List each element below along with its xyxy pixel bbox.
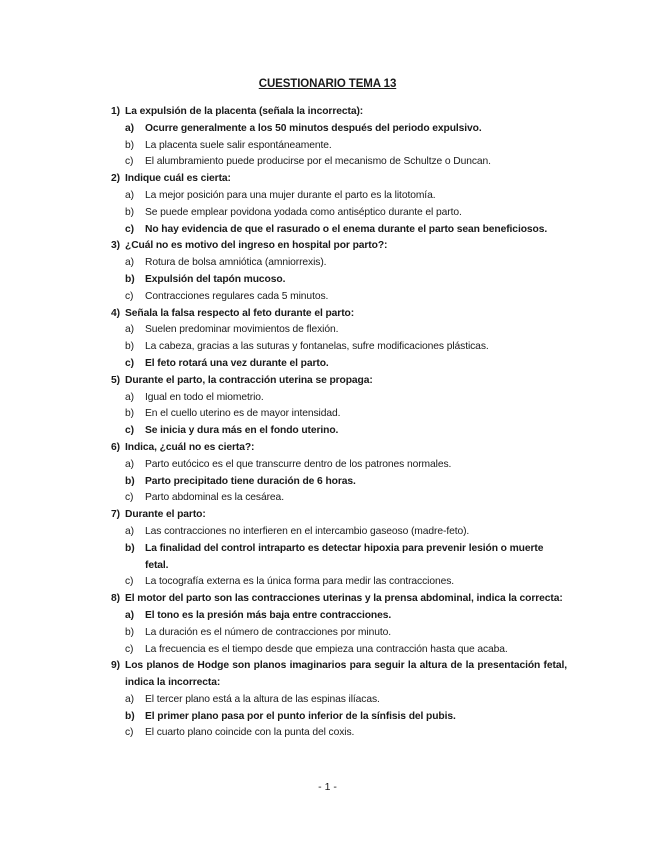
question-text: Durante el parto, la contracción uterina se propaga: — [125, 374, 373, 386]
question-number: 3) — [111, 240, 120, 252]
question-row — [102, 591, 567, 608]
answer-option — [102, 154, 567, 171]
question-text: Indique cuál es cierta: — [125, 173, 231, 185]
question-row — [102, 440, 567, 457]
answer-option — [102, 608, 567, 625]
option-text: Ocurre generalmente a los 50 minutos después del periodo expulsivo. — [145, 122, 482, 134]
question-item — [102, 238, 567, 305]
answer-option — [102, 289, 567, 306]
answer-option — [102, 255, 567, 272]
option-letter: c) — [125, 290, 134, 302]
question-row — [102, 507, 567, 524]
option-text: Rotura de bolsa amniótica (amniorrexis). — [145, 257, 327, 269]
question-text: Los planos de Hodge son planos imaginarios para seguir la altura de la presentación fetal, indica la incorrecta: — [125, 660, 567, 689]
option-letter: a) — [125, 458, 134, 470]
question-item — [102, 591, 567, 658]
option-text: La finalidad del control intraparto es detectar hipoxia para prevenir lesión o muerte fetal. — [145, 542, 544, 571]
option-letter: c) — [125, 223, 134, 235]
answer-option — [102, 625, 567, 642]
option-text: El tono es la presión más baja entre contracciones. — [145, 609, 392, 621]
option-text: Expulsión del tapón mucoso. — [145, 273, 286, 285]
option-text: Las contracciones no interfieren en el intercambio gaseoso (madre-feto). — [145, 525, 470, 537]
question-row — [102, 658, 567, 692]
question-number: 8) — [111, 593, 120, 605]
question-number: 2) — [111, 173, 120, 185]
option-letter: a) — [125, 525, 134, 537]
question-item — [102, 507, 567, 591]
question-item — [102, 171, 567, 238]
question-list — [102, 104, 567, 742]
option-text: La placenta suele salir espontáneamente. — [145, 139, 332, 151]
option-letter: a) — [125, 122, 134, 134]
option-text: Suelen predominar movimientos de flexión. — [145, 324, 339, 336]
document-title: CUESTIONARIO TEMA 13 — [258, 78, 397, 90]
option-letter: c) — [125, 492, 134, 504]
answer-option — [102, 390, 567, 407]
question-item — [102, 104, 567, 171]
option-text: En el cuello uterino es de mayor intensidad. — [145, 408, 341, 420]
question-item — [102, 306, 567, 373]
question-text: Indica, ¿cuál no es cierta?: — [125, 441, 255, 453]
question-item — [102, 373, 567, 440]
answer-option — [102, 524, 567, 541]
question-number: 7) — [111, 509, 120, 521]
question-number: 9) — [111, 660, 120, 672]
question-text: El motor del parto son las contracciones uterinas y la prensa abdominal, indica la correcta: — [125, 593, 563, 605]
option-letter: b) — [125, 542, 135, 554]
question-number: 5) — [111, 374, 120, 386]
option-letter: c) — [125, 425, 134, 437]
answer-option — [102, 322, 567, 339]
option-text: La mejor posición para una mujer durante el parto es la litotomía. — [145, 189, 436, 201]
option-letter: a) — [125, 391, 134, 403]
option-letter: a) — [125, 609, 134, 621]
option-letter: c) — [125, 727, 134, 739]
option-text: Parto eutócico es el que transcurre dentro de los patrones normales. — [145, 458, 452, 470]
question-text: Señala la falsa respecto al feto durante el parto: — [125, 307, 355, 319]
option-letter: b) — [125, 139, 134, 151]
option-letter: c) — [125, 576, 134, 588]
answer-option — [102, 406, 567, 423]
answer-option — [102, 457, 567, 474]
question-item — [102, 658, 567, 742]
option-text: El tercer plano está a la altura de las espinas ilíacas. — [145, 693, 380, 705]
question-number: 4) — [111, 307, 120, 319]
question-row — [102, 171, 567, 188]
answer-option — [102, 474, 567, 491]
option-text: La duración es el número de contracciones por minuto. — [145, 626, 391, 638]
answer-option — [102, 490, 567, 507]
option-letter: c) — [125, 643, 134, 655]
question-text: ¿Cuál no es motivo del ingreso en hospital por parto?: — [125, 240, 388, 252]
option-letter: b) — [125, 341, 134, 353]
option-text: El feto rotará una vez durante el parto. — [145, 357, 329, 369]
option-letter: b) — [125, 710, 135, 722]
answer-option — [102, 725, 567, 742]
option-letter: b) — [125, 626, 134, 638]
option-text: Igual en todo el miometrio. — [145, 391, 264, 403]
option-text: El alumbramiento puede producirse por el mecanismo de Schultze o Duncan. — [145, 156, 491, 168]
option-text: No hay evidencia de que el rasurado o el enema durante el parto sean beneficiosos. — [145, 223, 548, 235]
question-number: 1) — [111, 106, 120, 117]
answer-option — [102, 339, 567, 356]
answer-option — [102, 222, 567, 239]
option-letter: a) — [125, 189, 134, 201]
answer-option — [102, 138, 567, 155]
option-text: La tocografía externa es la única forma para medir las contracciones. — [145, 576, 455, 588]
question-item — [102, 440, 567, 507]
option-text: La cabeza, gracias a las suturas y fontanelas, sufre modificaciones plásticas. — [145, 341, 489, 353]
answer-option — [102, 574, 567, 591]
question-number: 6) — [111, 441, 120, 453]
answer-option — [102, 709, 567, 726]
option-text: La frecuencia es el tiempo desde que empieza una contracción hasta que acaba. — [145, 643, 508, 655]
answer-option — [102, 121, 567, 138]
option-letter: b) — [125, 273, 135, 285]
option-text: Se puede emplear povidona yodada como antiséptico durante el parto. — [145, 206, 462, 218]
option-text: Se inicia y dura más en el fondo uterino. — [145, 425, 339, 437]
answer-option — [102, 188, 567, 205]
option-text: Parto precipitado tiene duración de 6 horas. — [145, 475, 356, 487]
option-letter: a) — [125, 257, 134, 269]
answer-option — [102, 541, 567, 575]
answer-option — [102, 205, 567, 222]
option-letter: b) — [125, 475, 135, 487]
option-letter: a) — [125, 324, 134, 336]
answer-option — [102, 692, 567, 709]
question-row — [102, 238, 567, 255]
option-letter: c) — [125, 156, 134, 168]
option-text: Parto abdominal es la cesárea. — [145, 492, 284, 504]
option-text: Contracciones regulares cada 5 minutos. — [145, 290, 329, 302]
question-row — [102, 373, 567, 390]
answer-option — [102, 423, 567, 440]
answer-option — [102, 272, 567, 289]
option-text: El cuarto plano coincide con la punta del coxis. — [145, 727, 355, 739]
option-letter: c) — [125, 357, 134, 369]
option-text: El primer plano pasa por el punto inferior de la sínfisis del pubis. — [145, 710, 456, 722]
answer-option — [102, 356, 567, 373]
question-text: La expulsión de la placenta (señala la incorrecta): — [125, 106, 364, 117]
question-text: Durante el parto: — [125, 509, 206, 521]
question-row — [102, 104, 567, 121]
option-letter: b) — [125, 206, 134, 218]
option-letter: b) — [125, 408, 134, 420]
option-letter: a) — [125, 693, 134, 705]
question-row — [102, 306, 567, 323]
page-number: - 1 - — [318, 781, 337, 793]
answer-option — [102, 642, 567, 659]
